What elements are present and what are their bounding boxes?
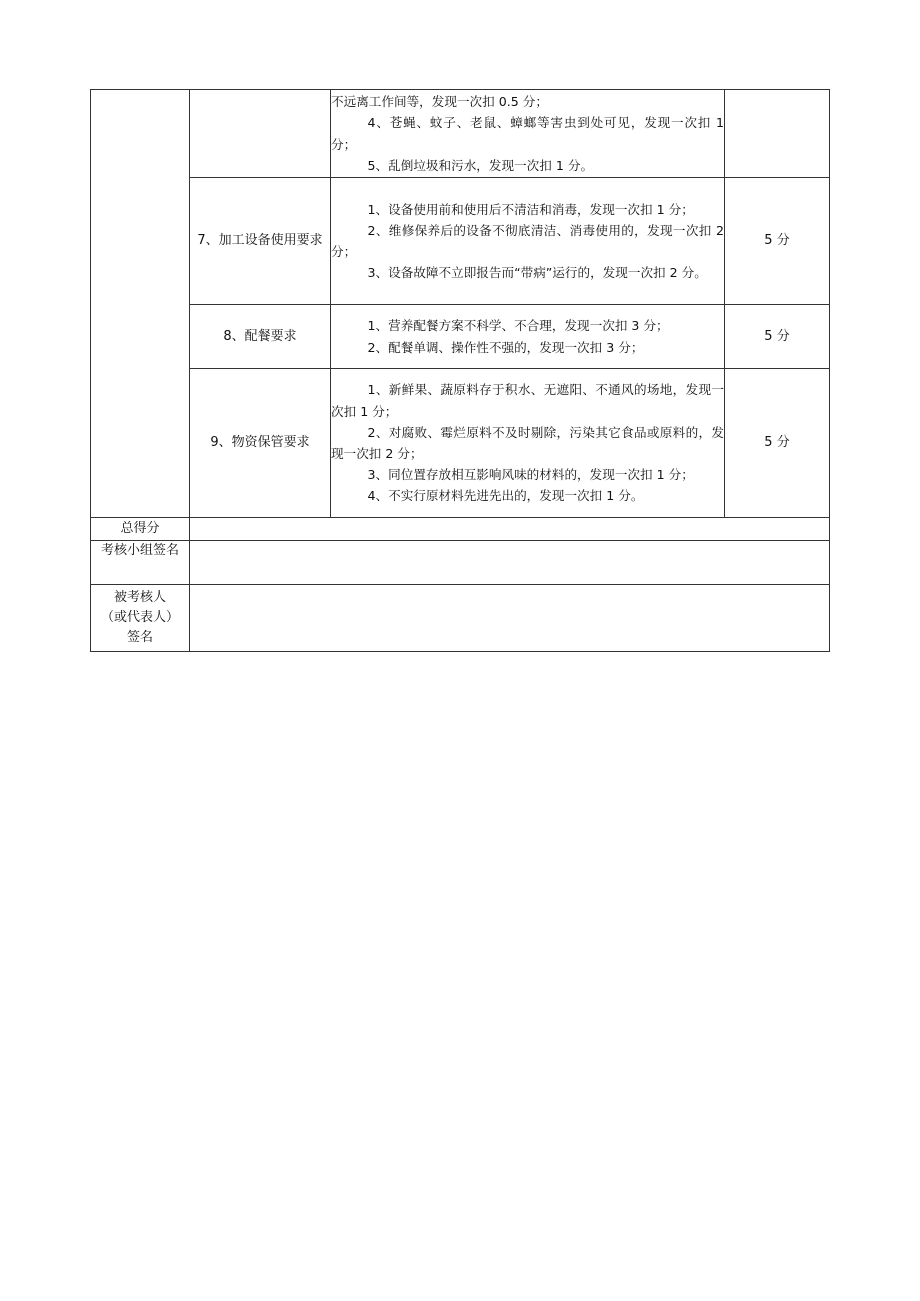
rules-cell <box>331 369 725 518</box>
rule-text: 1、营养配餐方案不科学、不合理，发现一次扣 3 分； <box>367 318 669 334</box>
assessed-signature-line: 被考核人 <box>113 590 166 605</box>
score-cell: 5 分 <box>725 369 830 518</box>
rule-text: 2、维修保养后的设备不彻底清洁、消毒使用的，发现一次扣 2 分； <box>331 222 724 259</box>
assessed-signature-field[interactable] <box>190 585 830 652</box>
rule-text: 4、苍蝇、蚊子、老鼠、蟑螂等害虫到处可见，发现一次扣 1 分； <box>331 115 724 152</box>
score-cell: 5 分 <box>725 305 830 369</box>
rule-text: 3、同位置存放相互影响风味的材料的，发现一次扣 1 分； <box>367 467 694 483</box>
team-signature-field[interactable] <box>190 541 830 585</box>
total-score-field[interactable] <box>190 518 830 541</box>
rule-text: 1、新鲜果、蔬原料存于积水、无遮阳、不通风的场地，发现一次扣 1 分； <box>331 382 724 419</box>
rule-text: 5、乱倒垃圾和污水，发现一次扣 1 分。 <box>367 157 594 173</box>
item-cell: 9、物资保管要求 <box>190 369 331 518</box>
assessed-signature-row <box>91 585 830 652</box>
rule-text: 3、设备故障不立即报告而“带病”运行的，发现一次扣 2 分。 <box>367 265 707 281</box>
assessment-table <box>90 89 830 652</box>
rule-text: 1、设备使用前和使用后不清洁和消毒，发现一次扣 1 分； <box>367 201 694 217</box>
table-row <box>91 305 830 369</box>
assessed-signature-line: 签名 <box>126 630 153 645</box>
table-row <box>91 369 830 518</box>
rules-cell <box>331 305 725 369</box>
rules-cell <box>331 90 725 178</box>
table-row <box>91 90 830 178</box>
team-signature-label: 考核小组签名 <box>91 541 190 585</box>
rules-cell <box>331 178 725 305</box>
total-score-row <box>91 518 830 541</box>
rule-text: 2、对腐败、霉烂原料不及时剔除，污染其它食品或原料的，发现一次扣 2 分； <box>331 424 724 461</box>
team-signature-row <box>91 541 830 585</box>
score-cell <box>725 90 830 178</box>
assessed-signature-line: （或代表人） <box>100 610 179 625</box>
rule-text: 2、配餐单调、操作性不强的，发现一次扣 3 分； <box>367 339 644 355</box>
item-cell: 8、配餐要求 <box>190 305 331 369</box>
rule-text: 4、不实行原材料先进先出的，发现一次扣 1 分。 <box>367 488 644 504</box>
category-cell <box>91 90 190 518</box>
table-row <box>91 178 830 305</box>
assessed-signature-label <box>91 585 190 652</box>
item-cell <box>190 90 331 178</box>
item-cell: 7、加工设备使用要求 <box>190 178 331 305</box>
rule-text: 不远离工作间等，发现一次扣 0.5 分； <box>331 94 548 110</box>
score-cell: 5 分 <box>725 178 830 305</box>
total-score-label: 总得分 <box>91 518 190 541</box>
